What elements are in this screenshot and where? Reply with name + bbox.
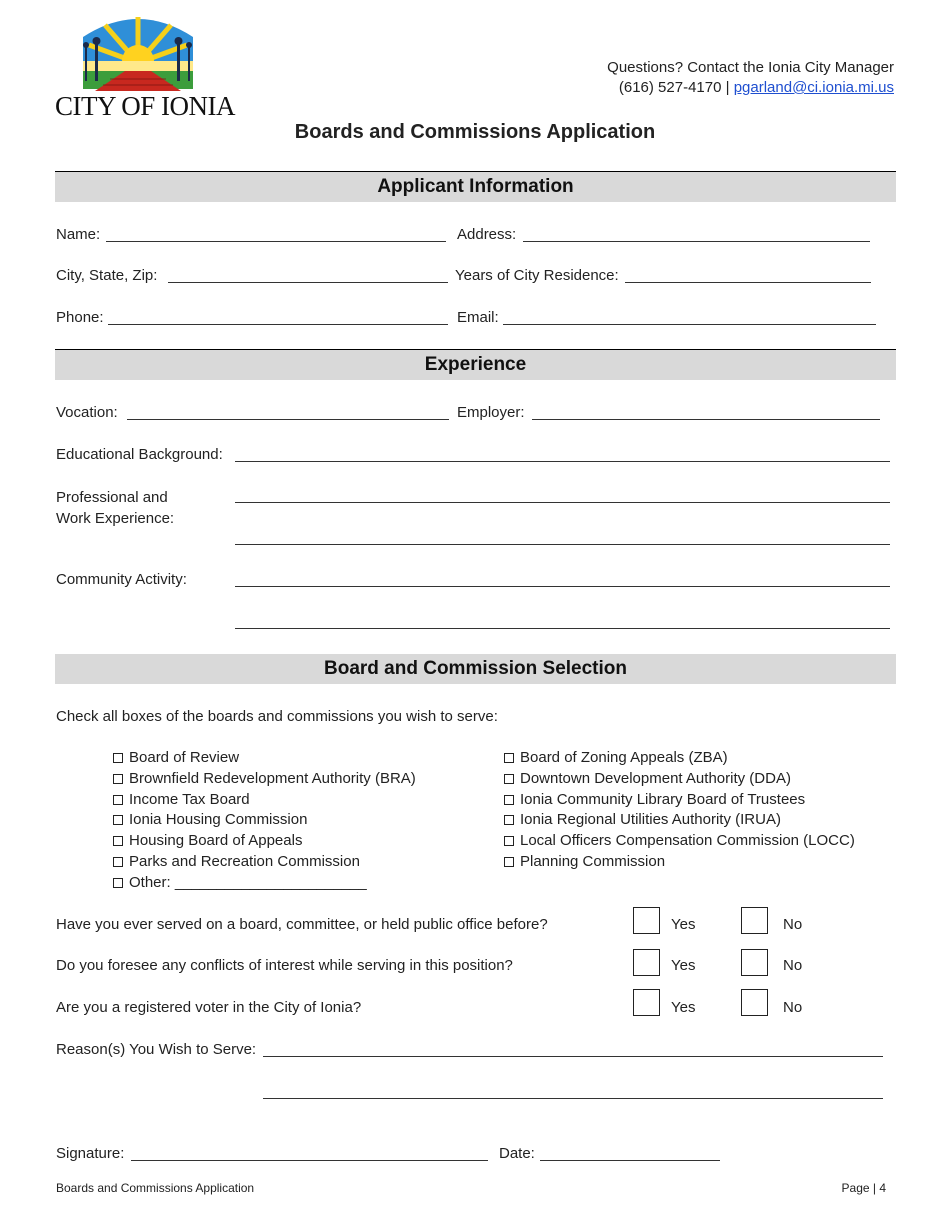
professional-field-1[interactable]	[235, 502, 890, 503]
contact-separator: |	[725, 79, 730, 96]
voter-yes-label: Yes	[671, 999, 696, 1016]
signature-label: Signature:	[56, 1145, 125, 1162]
phone-field[interactable]	[108, 324, 448, 325]
section-heading-experience: Experience	[55, 350, 896, 380]
board-option[interactable]: Board of Zoning Appeals (ZBA)	[504, 748, 855, 769]
vocation-field[interactable]	[127, 419, 449, 420]
checkbox[interactable]	[504, 774, 514, 784]
education-field[interactable]	[235, 461, 890, 462]
logo-text: CITY OF IONIA	[55, 91, 235, 121]
checkbox[interactable]	[504, 753, 514, 763]
section-heading-applicant: Applicant Information	[55, 172, 896, 202]
voter-no-box[interactable]	[741, 989, 768, 1016]
phone-label: Phone:	[56, 309, 104, 326]
board-option[interactable]: Parks and Recreation Commission	[113, 852, 416, 873]
signature-field[interactable]	[131, 1160, 488, 1161]
date-label: Date:	[499, 1145, 535, 1162]
city-field[interactable]	[168, 282, 448, 283]
checkbox[interactable]	[113, 774, 123, 784]
board-option[interactable]: Brownfield Redevelopment Authority (BRA)	[113, 769, 416, 790]
checkbox[interactable]	[504, 836, 514, 846]
contact-line: Questions? Contact the Ionia City Manager	[607, 59, 894, 76]
page-title: Boards and Commissions Application	[294, 121, 656, 143]
board-option-other[interactable]: Other: _______________________	[113, 873, 416, 894]
served-yes-label: Yes	[671, 916, 696, 933]
community-label: Community Activity:	[56, 571, 187, 588]
board-option[interactable]: Local Officers Compensation Commission (LOCC)	[504, 831, 855, 852]
voter-yes-box[interactable]	[633, 989, 660, 1016]
selection-instruction: Check all boxes of the boards and commissions you wish to serve:	[56, 708, 498, 725]
question-conflict: Do you foresee any conflicts of interest while serving in this position?	[56, 957, 513, 974]
city-label: City, State, Zip:	[56, 267, 158, 284]
board-option[interactable]: Board of Review	[113, 748, 416, 769]
footer-page-number: Page | 4	[841, 1181, 886, 1195]
checkbox[interactable]	[113, 836, 123, 846]
served-no-label: No	[783, 916, 803, 933]
professional-label-line1: Professional and	[56, 489, 168, 506]
name-label: Name:	[56, 226, 101, 243]
email-label: Email:	[457, 309, 499, 326]
reasons-field-1[interactable]	[263, 1056, 883, 1057]
board-option[interactable]: Downtown Development Authority (DDA)	[504, 769, 855, 790]
footer-title: Boards and Commissions Application	[56, 1181, 255, 1195]
board-option[interactable]: Planning Commission	[504, 852, 855, 873]
professional-label	[56, 487, 174, 529]
checkbox[interactable]	[113, 795, 123, 805]
checkbox[interactable]	[504, 795, 514, 805]
question-voter: Are you a registered voter in the City of Ionia?	[56, 999, 362, 1016]
email-field[interactable]	[503, 324, 876, 325]
board-option[interactable]: Ionia Regional Utilities Authority (IRUA)	[504, 810, 855, 831]
contact-phone: (616) 527-4170	[618, 79, 722, 96]
city-logo	[55, 15, 235, 125]
community-field-2[interactable]	[235, 628, 890, 629]
board-option[interactable]: Income Tax Board	[113, 790, 416, 811]
board-list-right	[504, 748, 855, 873]
name-field[interactable]	[106, 241, 446, 242]
checkbox[interactable]	[113, 753, 123, 763]
checkbox[interactable]	[113, 878, 123, 888]
board-option[interactable]: Ionia Community Library Board of Trustees	[504, 790, 855, 811]
board-option[interactable]: Ionia Housing Commission	[113, 810, 416, 831]
contact-phone-email	[607, 78, 894, 98]
checkbox[interactable]	[113, 815, 123, 825]
education-label: Educational Background:	[56, 446, 223, 463]
reasons-field-2[interactable]	[263, 1098, 883, 1099]
question-served: Have you ever served on a board, committee, or held public office before?	[56, 916, 548, 933]
section-heading-selection: Board and Commission Selection	[55, 654, 896, 684]
checkbox[interactable]	[113, 857, 123, 867]
conflict-no-label: No	[783, 957, 803, 974]
years-field[interactable]	[625, 282, 871, 283]
address-label: Address:	[457, 226, 517, 243]
vocation-label: Vocation:	[56, 404, 118, 421]
contact-email-link[interactable]: pgarland@ci.ionia.mi.us	[733, 79, 894, 96]
checkbox[interactable]	[504, 857, 514, 867]
served-no-box[interactable]	[741, 907, 768, 934]
conflict-yes-label: Yes	[671, 957, 696, 974]
date-field[interactable]	[540, 1160, 720, 1161]
checkbox[interactable]	[504, 815, 514, 825]
professional-field-2[interactable]	[235, 544, 890, 545]
served-yes-box[interactable]	[633, 907, 660, 934]
conflict-yes-box[interactable]	[633, 949, 660, 976]
address-field[interactable]	[523, 241, 870, 242]
conflict-no-box[interactable]	[741, 949, 768, 976]
employer-field[interactable]	[532, 419, 880, 420]
community-field-1[interactable]	[235, 586, 890, 587]
voter-no-label: No	[783, 999, 803, 1016]
years-label: Years of City Residence:	[455, 267, 619, 284]
professional-label-line2: Work Experience:	[56, 510, 175, 527]
logo-graphic	[55, 15, 221, 93]
employer-label: Employer:	[457, 404, 525, 421]
reasons-label: Reason(s) You Wish to Serve:	[56, 1041, 257, 1058]
contact-block	[607, 58, 894, 98]
board-option[interactable]: Housing Board of Appeals	[113, 831, 416, 852]
board-list-left	[113, 748, 416, 894]
